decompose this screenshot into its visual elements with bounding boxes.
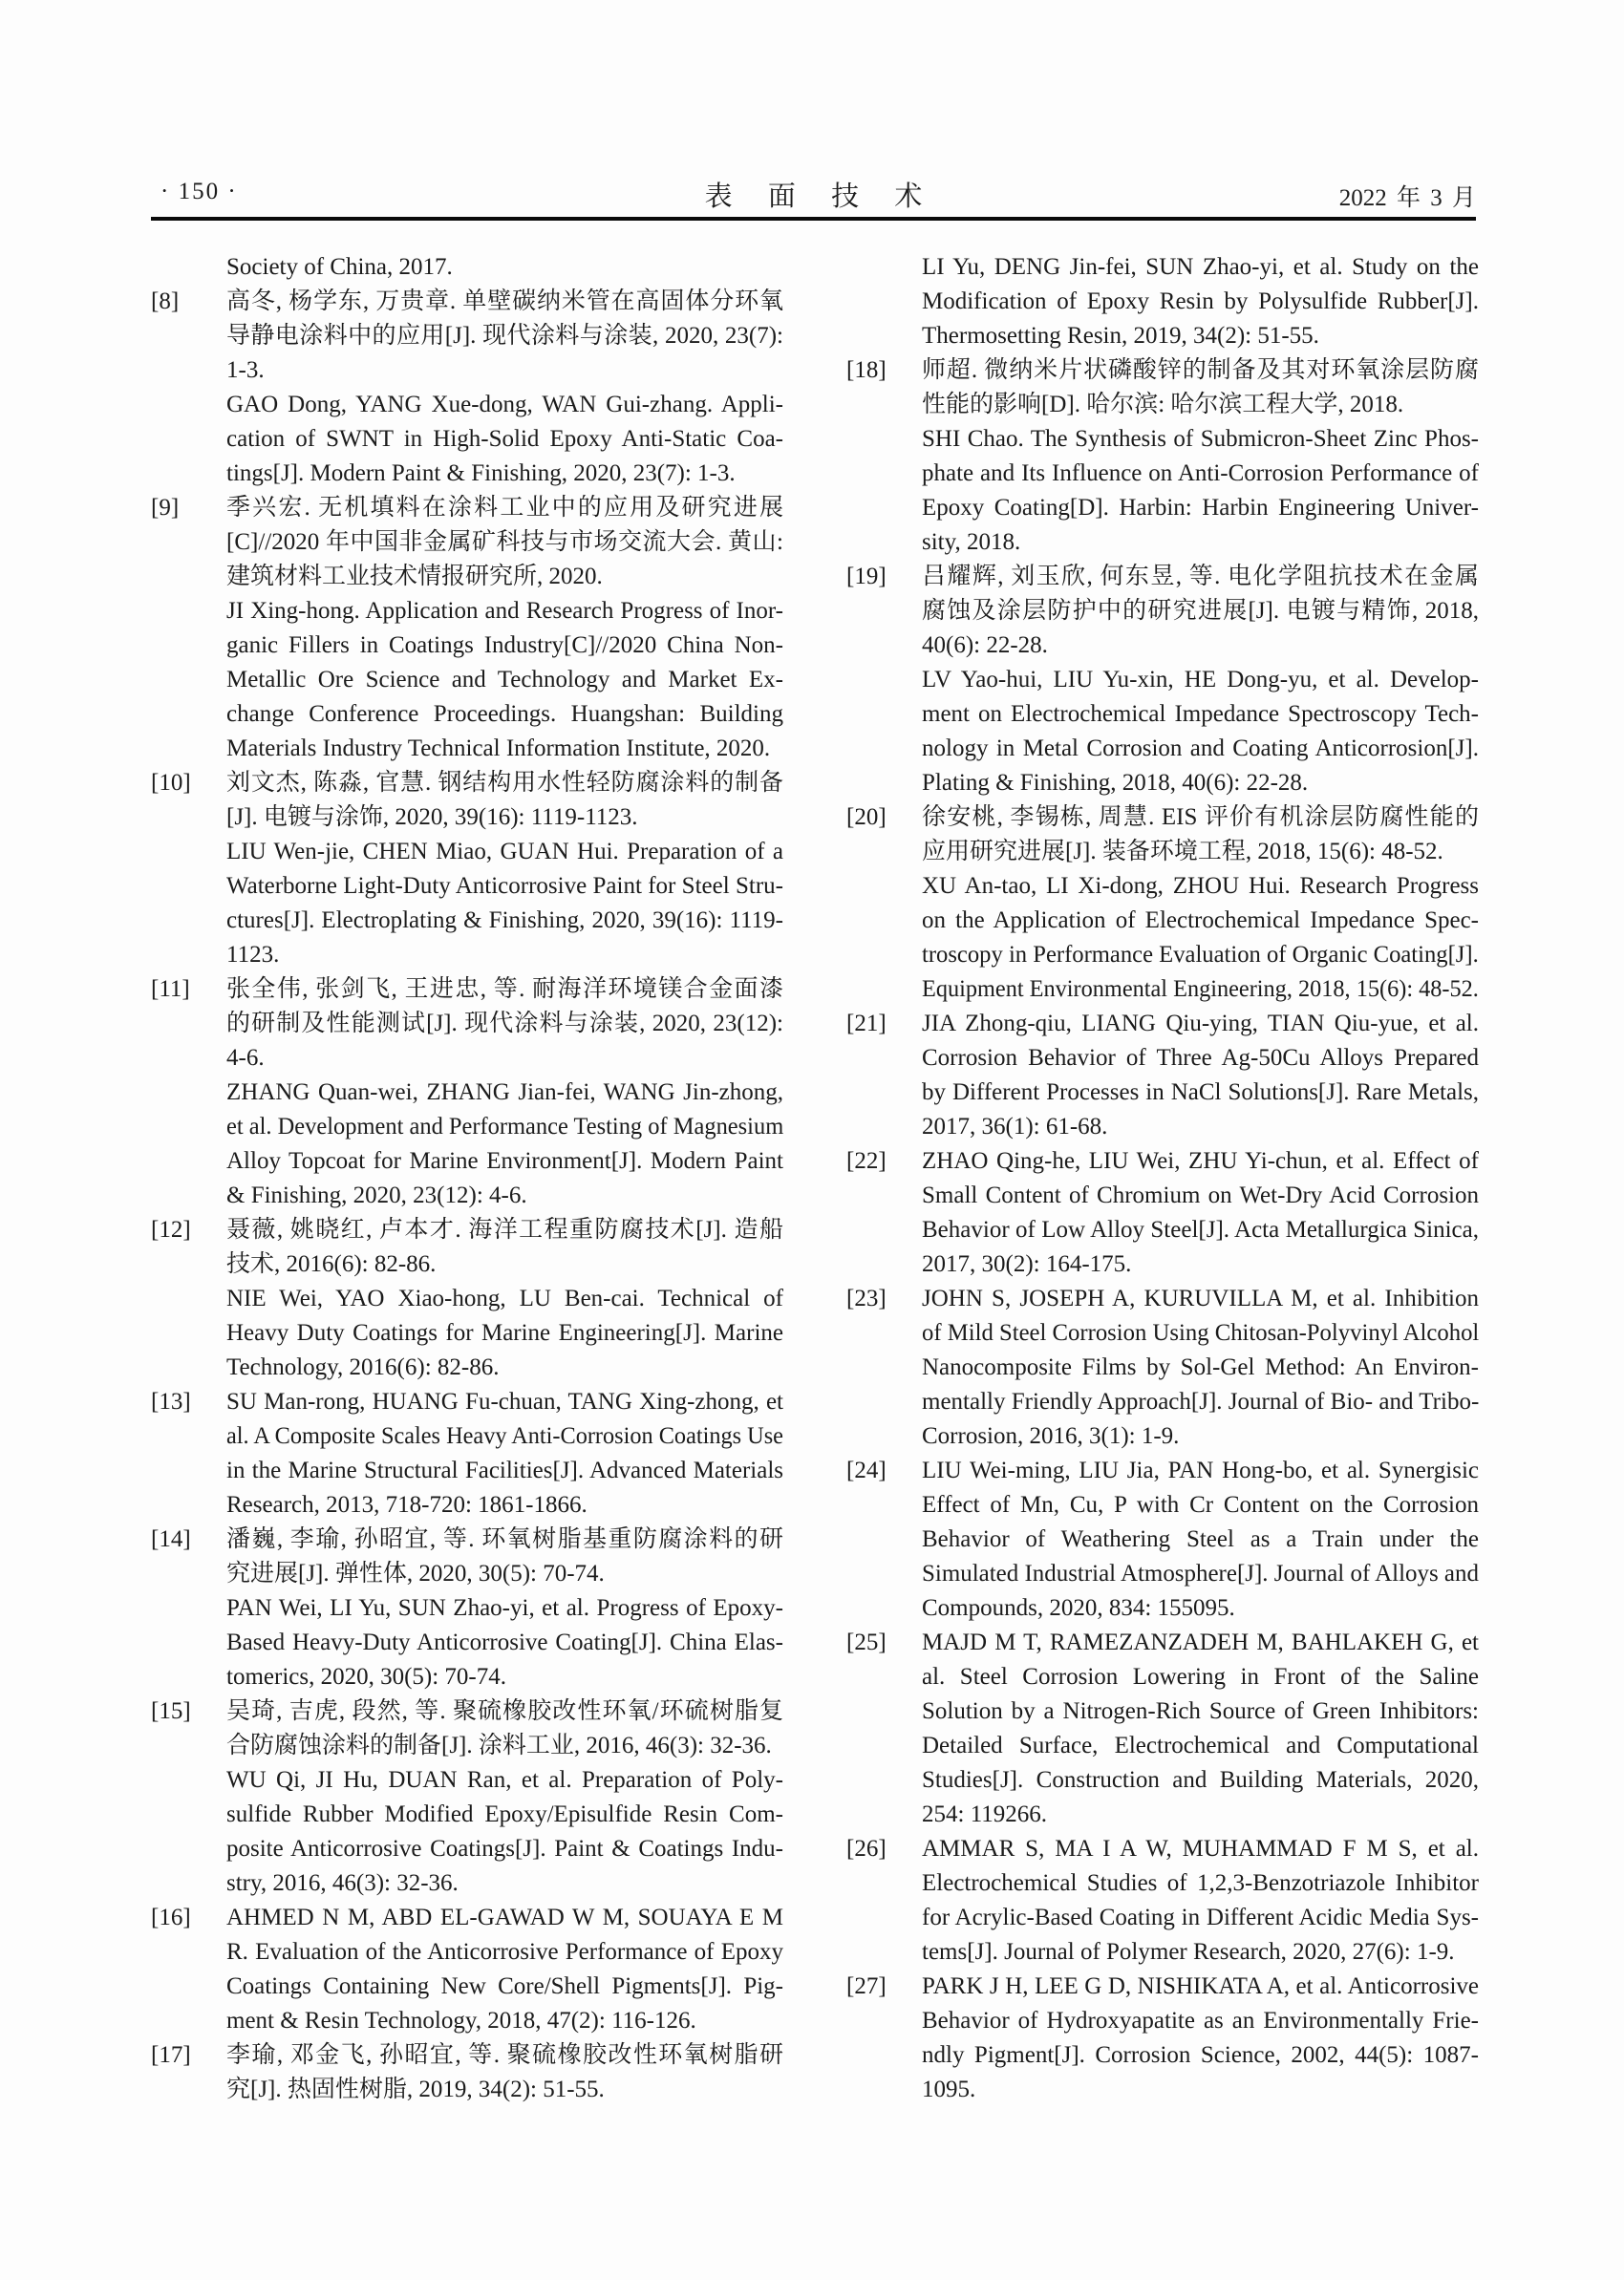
reference-entry <box>151 491 783 766</box>
reference-line: 潘巍, 李瑜, 孙昭宜, 等. 环氧树脂基重防腐涂料的研 <box>226 1526 783 1552</box>
reference-line: Equipment Environmental Engineering, 2018, 15(6): 48-52. <box>922 976 1479 1002</box>
reference-entry <box>846 1007 1479 1144</box>
reference-line: Effect of Mn, Cu, P with Cr Content on the Corrosion <box>922 1492 1479 1518</box>
reference-entry <box>151 1694 783 1901</box>
reference-line: of Mild Steel Corrosion Using Chitosan-Polyvinyl Alcohol <box>922 1320 1480 1346</box>
reference-entry <box>846 250 1479 353</box>
reference-line: R. Evaluation of the Anticorrosive Performance of Epoxy <box>226 1939 783 1965</box>
reference-line: 4-6. <box>226 1045 265 1071</box>
reference-line: [C]//2020 年中国非金属矿科技与市场交流大会. 黄山: <box>226 529 783 555</box>
reference-line: Electrochemical Studies of 1,2,3-Benzotriazole Inhibitor <box>922 1870 1479 1896</box>
reference-line: MAJD M T, RAMEZANZADEH M, BAHLAKEH G, et <box>922 1630 1479 1655</box>
reference-line: 的研制及性能测试[J]. 现代涂料与涂装, 2020, 23(12): <box>226 1011 783 1036</box>
issue-date: 2022 年 3 月 <box>1338 185 1476 211</box>
reference-line: ment & Resin Technology, 2018, 47(2): 116-126. <box>226 2008 696 2034</box>
reference-line: 吴琦, 吉虎, 段然, 等. 聚硫橡胶改性环氧/环硫树脂复 <box>226 1698 783 1724</box>
reference-number: [10] <box>151 770 191 796</box>
reference-line: change Conference Proceedings. Huangshan: Building <box>226 701 783 727</box>
reference-line: 2017, 30(2): 164-175. <box>922 1251 1132 1277</box>
references-column-left <box>151 250 783 2107</box>
reference-entry <box>151 285 783 491</box>
reference-line: 性能的影响[D]. 哈尔滨: 哈尔滨工程大学, 2018. <box>922 392 1404 417</box>
reference-entry <box>151 1213 783 1385</box>
reference-line: Nanocomposite Films by Sol-Gel Method: An Environ- <box>922 1354 1479 1380</box>
reference-entry <box>846 353 1479 560</box>
reference-line: 师超. 微纳米片状磷酸锌的制备及其对环氧涂层防腐 <box>922 357 1479 383</box>
reference-line: in the Marine Structural Facilities[J]. Advanced Materials <box>226 1458 783 1483</box>
reference-line: Alloy Topcoat for Marine Environment[J]. Modern Paint <box>226 1148 783 1174</box>
reference-line: 吕耀辉, 刘玉欣, 何东昱, 等. 电化学阻抗技术在金属 <box>922 564 1479 589</box>
reference-line: Plating & Finishing, 2018, 40(6): 22-28. <box>922 770 1309 796</box>
reference-entry <box>846 800 1479 1007</box>
reference-line: stry, 2016, 46(3): 32-36. <box>226 1870 459 1896</box>
reference-line: LIU Wei-ming, LIU Jia, PAN Hong-bo, et al. Synergisic <box>922 1458 1479 1483</box>
reference-line: ndly Pigment[J]. Corrosion Science, 2002, 44(5): 1087- <box>922 2042 1479 2068</box>
reference-number: [9] <box>151 495 180 521</box>
reference-line: 张全伟, 张剑飞, 王进忠, 等. 耐海洋环境镁合金面漆 <box>226 976 783 1002</box>
reference-number: [16] <box>151 1905 191 1930</box>
reference-line: Behavior of Low Alloy Steel[J]. Acta Metallurgica Sinica, <box>922 1217 1479 1243</box>
reference-number: [19] <box>846 564 887 589</box>
reference-line: 技术, 2016(6): 82-86. <box>226 1251 437 1277</box>
reference-entry <box>151 250 783 285</box>
reference-entry <box>151 766 783 972</box>
reference-number: [8] <box>151 288 180 314</box>
reference-number: [15] <box>151 1698 191 1724</box>
reference-entry <box>151 1385 783 1523</box>
reference-line: 1095. <box>922 2077 976 2102</box>
reference-line: tems[J]. Journal of Polymer Research, 2020, 27(6): 1-9. <box>922 1939 1455 1965</box>
reference-entry <box>846 1282 1479 1454</box>
reference-line: 2017, 36(1): 61-68. <box>922 1114 1108 1140</box>
reference-line: ZHAO Qing-he, LIU Wei, ZHU Yi-chun, et al. Effect of <box>922 1148 1479 1174</box>
reference-line: Based Heavy-Duty Anticorrosive Coating[J]. China Elas- <box>226 1630 783 1655</box>
reference-entry <box>846 1626 1479 1832</box>
reference-line: Compounds, 2020, 834: 155095. <box>922 1595 1235 1621</box>
reference-number: [27] <box>846 1973 887 1999</box>
reference-line: JIA Zhong-qiu, LIANG Qiu-ying, TIAN Qiu-yue, et al. <box>922 1011 1479 1036</box>
reference-line: Small Content of Chromium on Wet-Dry Acid Corrosion <box>922 1183 1479 1208</box>
reference-line: troscopy in Performance Evaluation of Organic Coating[J]. <box>922 942 1479 968</box>
reference-line: 李瑜, 邓金飞, 孙昭宜, 等. 聚硫橡胶改性环氧树脂研 <box>226 2042 783 2068</box>
reference-line: al. Steel Corrosion Lowering in Front of the Saline <box>922 1664 1479 1690</box>
reference-line: Modification of Epoxy Resin by Polysulfide Rubber[J]. <box>922 288 1479 314</box>
reference-line: Metallic Ore Science and Technology and Market Ex- <box>226 667 783 693</box>
reference-line: by Different Processes in NaCl Solutions[J]. Rare Metals, <box>922 1079 1479 1105</box>
reference-line: Behavior of Hydroxyapatite as an Environmentally Frie- <box>922 2008 1479 2034</box>
reference-line: 究[J]. 热固性树脂, 2019, 34(2): 51-55. <box>226 2077 605 2102</box>
reference-line: posite Anticorrosive Coatings[J]. Paint & Coatings Indu- <box>226 1836 783 1862</box>
reference-number: [20] <box>846 804 887 830</box>
reference-entry <box>846 1970 1479 2107</box>
reference-line: sulfide Rubber Modified Epoxy/Episulfide Resin Com- <box>226 1801 783 1827</box>
reference-line: 合防腐蚀涂料的制备[J]. 涂料工业, 2016, 46(3): 32-36. <box>226 1733 772 1758</box>
reference-number: [23] <box>846 1286 887 1311</box>
reference-line: cation of SWNT in High-Solid Epoxy Anti-Static Coa- <box>226 426 783 452</box>
reference-line: sity, 2018. <box>922 529 1021 555</box>
reference-line: WU Qi, JI Hu, DUAN Ran, et al. Preparation of Poly- <box>226 1767 783 1793</box>
reference-line: Coatings Containing New Core/Shell Pigments[J]. Pig- <box>226 1973 783 1999</box>
reference-number: [25] <box>846 1630 887 1655</box>
reference-number: [18] <box>846 357 887 383</box>
reference-line: phate and Its Influence on Anti-Corrosion Performance of <box>922 460 1479 486</box>
reference-line: 高冬, 杨学东, 万贵章. 单壁碳纳米管在高固体分环氧 <box>226 288 783 314</box>
reference-entry <box>151 1523 783 1694</box>
reference-line: GAO Dong, YANG Xue-dong, WAN Gui-zhang. Appli- <box>226 392 783 417</box>
reference-line: Studies[J]. Construction and Building Materials, 2020, <box>922 1767 1479 1793</box>
reference-line: mentally Friendly Approach[J]. Journal of Bio- and Tribo- <box>922 1389 1480 1415</box>
reference-number: [22] <box>846 1148 887 1174</box>
reference-line: 建筑材料工业技术情报研究所, 2020. <box>226 564 603 589</box>
reference-number: [21] <box>846 1011 887 1036</box>
reference-entry <box>151 1901 783 2038</box>
reference-number: [24] <box>846 1458 887 1483</box>
reference-line: SU Man-rong, HUANG Fu-chuan, TANG Xing-zhong, et <box>226 1389 783 1415</box>
reference-line: 40(6): 22-28. <box>922 632 1048 658</box>
reference-entry <box>151 2038 783 2107</box>
reference-entry <box>846 560 1479 800</box>
references-column-right <box>846 250 1479 2107</box>
reference-line: Detailed Surface, Electrochemical and Computational <box>922 1733 1479 1758</box>
reference-line: AMMAR S, MA I A W, MUHAMMAD F M S, et al. <box>922 1836 1479 1862</box>
reference-line: 应用研究进展[J]. 装备环境工程, 2018, 15(6): 48-52. <box>922 839 1443 864</box>
reference-line: Corrosion Behavior of Three Ag-50Cu Alloys Prepared <box>922 1045 1479 1071</box>
reference-line: Materials Industry Technical Information Institute, 2020. <box>226 735 771 761</box>
reference-line: 1123. <box>226 942 280 968</box>
page-number: · 150 · <box>160 179 238 204</box>
reference-line: tings[J]. Modern Paint & Finishing, 2020, 23(7): 1-3. <box>226 460 736 486</box>
reference-entry <box>151 972 783 1213</box>
reference-number: [12] <box>151 1217 191 1243</box>
reference-line: PARK J H, LEE G D, NISHIKATA A, et al. Anticorrosive <box>922 1973 1479 1999</box>
reference-line: Society of China, 2017. <box>226 254 453 280</box>
reference-line: 刘文杰, 陈淼, 官慧. 钢结构用水性轻防腐涂料的制备 <box>226 770 783 796</box>
reference-line: 聂薇, 姚晓红, 卢本才. 海洋工程重防腐技术[J]. 造船 <box>226 1217 783 1243</box>
reference-line: JI Xing-hong. Application and Research Progress of Inor- <box>226 598 783 624</box>
reference-line: AHMED N M, ABD EL-GAWAD W M, SOUAYA E M <box>226 1905 783 1930</box>
header-rule <box>151 217 1476 221</box>
reference-line: Corrosion, 2016, 3(1): 1-9. <box>922 1423 1180 1449</box>
reference-line: ZHANG Quan-wei, ZHANG Jian-fei, WANG Jin-zhong, <box>226 1079 783 1105</box>
reference-line: 究进展[J]. 弹性体, 2020, 30(5): 70-74. <box>226 1561 605 1587</box>
reference-entry <box>846 1832 1479 1970</box>
reference-line: NIE Wei, YAO Xiao-hong, LU Ben-cai. Technical of <box>226 1286 783 1311</box>
reference-line: ctures[J]. Electroplating & Finishing, 2020, 39(16): 1119- <box>226 907 783 933</box>
reference-line: 导静电涂料中的应用[J]. 现代涂料与涂装, 2020, 23(7): <box>226 323 783 349</box>
reference-line: tomerics, 2020, 30(5): 70-74. <box>226 1664 507 1690</box>
reference-line: 1-3. <box>226 357 265 383</box>
reference-line: Simulated Industrial Atmosphere[J]. Journal of Alloys and <box>922 1561 1479 1587</box>
reference-number: [26] <box>846 1836 887 1862</box>
journal-title: 表 面 技 术 <box>704 181 923 212</box>
reference-line: for Acrylic-Based Coating in Different Acidic Media Sys- <box>922 1905 1479 1930</box>
reference-line: 季兴宏. 无机填料在涂料工业中的应用及研究进展 <box>226 495 783 521</box>
reference-line: LI Yu, DENG Jin-fei, SUN Zhao-yi, et al. Study on the <box>922 254 1479 280</box>
reference-line: XU An-tao, LI Xi-dong, ZHOU Hui. Research Progress <box>922 873 1479 899</box>
reference-line: LV Yao-hui, LIU Yu-xin, HE Dong-yu, et al. Develop- <box>922 667 1479 693</box>
reference-line: Technology, 2016(6): 82-86. <box>226 1354 500 1380</box>
reference-line: & Finishing, 2020, 23(12): 4-6. <box>226 1183 527 1208</box>
reference-line: PAN Wei, LI Yu, SUN Zhao-yi, et al. Progress of Epoxy- <box>226 1595 783 1621</box>
reference-line: on the Application of Electrochemical Impedance Spec- <box>922 907 1479 933</box>
reference-line: 254: 119266. <box>922 1801 1048 1827</box>
reference-line: [J]. 电镀与涂饰, 2020, 39(16): 1119-1123. <box>226 804 638 830</box>
reference-line: JOHN S, JOSEPH A, KURUVILLA M, et al. Inhibition <box>922 1286 1479 1311</box>
reference-line: Research, 2013, 718-720: 1861-1866. <box>226 1492 588 1518</box>
reference-line: Thermosetting Resin, 2019, 34(2): 51-55. <box>922 323 1319 349</box>
reference-line: ganic Fillers in Coatings Industry[C]//2020 China Non- <box>226 632 783 658</box>
references-section <box>151 250 1479 2107</box>
reference-line: 腐蚀及涂层防护中的研究进展[J]. 电镀与精饰, 2018, <box>922 598 1479 624</box>
reference-line: ment on Electrochemical Impedance Spectroscopy Tech- <box>922 701 1479 727</box>
reference-number: [13] <box>151 1389 191 1415</box>
page-header <box>151 175 1476 213</box>
reference-line: nology in Metal Corrosion and Coating Anticorrosion[J]. <box>922 735 1479 761</box>
reference-number: [14] <box>151 1526 191 1552</box>
reference-line: Heavy Duty Coatings for Marine Engineering[J]. Marine <box>226 1320 783 1346</box>
reference-entry <box>846 1144 1479 1282</box>
reference-line: 徐安桃, 李锡栋, 周慧. EIS 评价有机涂层防腐性能的 <box>922 804 1479 830</box>
reference-line: al. A Composite Scales Heavy Anti-Corrosion Coatings Use <box>226 1423 783 1449</box>
reference-line: Waterborne Light-Duty Anticorrosive Paint for Steel Stru- <box>226 873 783 899</box>
reference-number: [17] <box>151 2042 191 2068</box>
reference-line: Epoxy Coating[D]. Harbin: Harbin Engineering Univer- <box>922 495 1479 521</box>
reference-entry <box>846 1454 1479 1626</box>
reference-line: SHI Chao. The Synthesis of Submicron-Sheet Zinc Phos- <box>922 426 1479 452</box>
reference-line: Solution by a Nitrogen-Rich Source of Green Inhibitors: <box>922 1698 1479 1724</box>
reference-number: [11] <box>151 976 190 1002</box>
reference-line: LIU Wen-jie, CHEN Miao, GUAN Hui. Preparation of a <box>226 839 783 864</box>
reference-line: Behavior of Weathering Steel as a Train under the <box>922 1526 1479 1552</box>
reference-line: et al. Development and Performance Testing of Magnesium <box>226 1114 784 1140</box>
